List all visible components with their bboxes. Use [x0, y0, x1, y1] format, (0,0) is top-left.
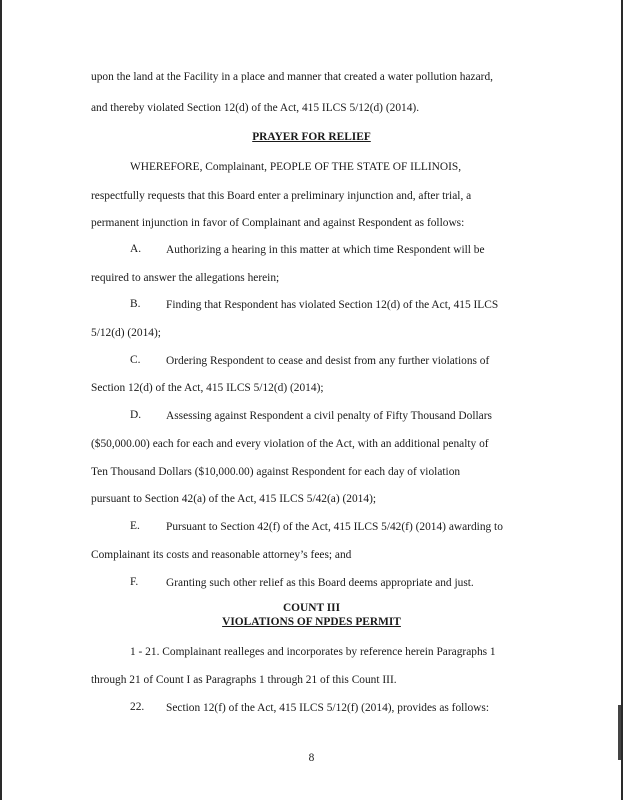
- item-label: D.: [130, 409, 142, 421]
- wherefore-line: WHEREFORE, Complainant, PEOPLE OF THE STATE OF ILLINOIS,: [130, 161, 462, 173]
- count-heading: COUNT III: [282, 602, 341, 614]
- body-line: upon the land at the Facility in a place and manner that created a water pollution hazard,: [91, 71, 493, 83]
- page-number: 8: [308, 752, 315, 764]
- wherefore-line: respectfully requests that this Board enter a preliminary injunction and, after trial, a: [91, 190, 472, 202]
- count-subheading: VIOLATIONS OF NPDES PERMIT: [222, 616, 401, 628]
- body-line: 1 - 21. Complainant realleges and incorporates by reference herein Paragraphs 1: [130, 646, 496, 658]
- item-text: required to answer the allegations herein;: [91, 272, 280, 284]
- item-text: Pursuant to Section 42(f) of the Act, 415 ILCS 5/42(f) (2014) awarding to: [166, 521, 503, 533]
- item-text: Ten Thousand Dollars ($10,000.00) against Respondent for each day of violation: [91, 466, 461, 478]
- item-text: Complainant its costs and reasonable attorney’s fees; and: [91, 549, 352, 561]
- item-label: F.: [130, 576, 139, 588]
- item-text: pursuant to Section 42(a) of the Act, 415 ILCS 5/42(a) (2014);: [91, 493, 377, 505]
- body-line: and thereby violated Section 12(d) of the Act, 415 ILCS 5/12(d) (2014).: [91, 102, 420, 114]
- item-text: Assessing against Respondent a civil penalty of Fifty Thousand Dollars: [166, 410, 492, 422]
- wherefore-line: permanent injunction in favor of Complainant and against Respondent as follows:: [91, 217, 465, 229]
- item-text: ($50,000.00) each for each and every violation of the Act, with an additional penalty of: [91, 438, 489, 450]
- item-label: E.: [130, 520, 140, 532]
- paragraph-number: 22.: [130, 701, 145, 713]
- item-text: Section 12(d) of the Act, 415 ILCS 5/12(d) (2014);: [91, 382, 324, 394]
- item-text: Ordering Respondent to cease and desist from any further violations of: [166, 355, 490, 367]
- item-text: 5/12(d) (2014);: [91, 327, 161, 339]
- item-label: B.: [130, 298, 141, 310]
- body-line: through 21 of Count I as Paragraphs 1 through 21 of this Count III.: [91, 674, 397, 686]
- prayer-heading: PRAYER FOR RELIEF: [252, 131, 371, 143]
- scan-edge-left: [0, 0, 2, 800]
- body-line: Section 12(f) of the Act, 415 ILCS 5/12(f) (2014), provides as follows:: [166, 702, 489, 714]
- item-label: A.: [130, 243, 142, 255]
- item-text: Finding that Respondent has violated Section 12(d) of the Act, 415 ILCS: [166, 299, 499, 311]
- item-text: Granting such other relief as this Board deems appropriate and just.: [166, 577, 474, 589]
- item-text: Authorizing a hearing in this matter at which time Respondent will be: [166, 244, 485, 256]
- item-label: C.: [130, 354, 141, 366]
